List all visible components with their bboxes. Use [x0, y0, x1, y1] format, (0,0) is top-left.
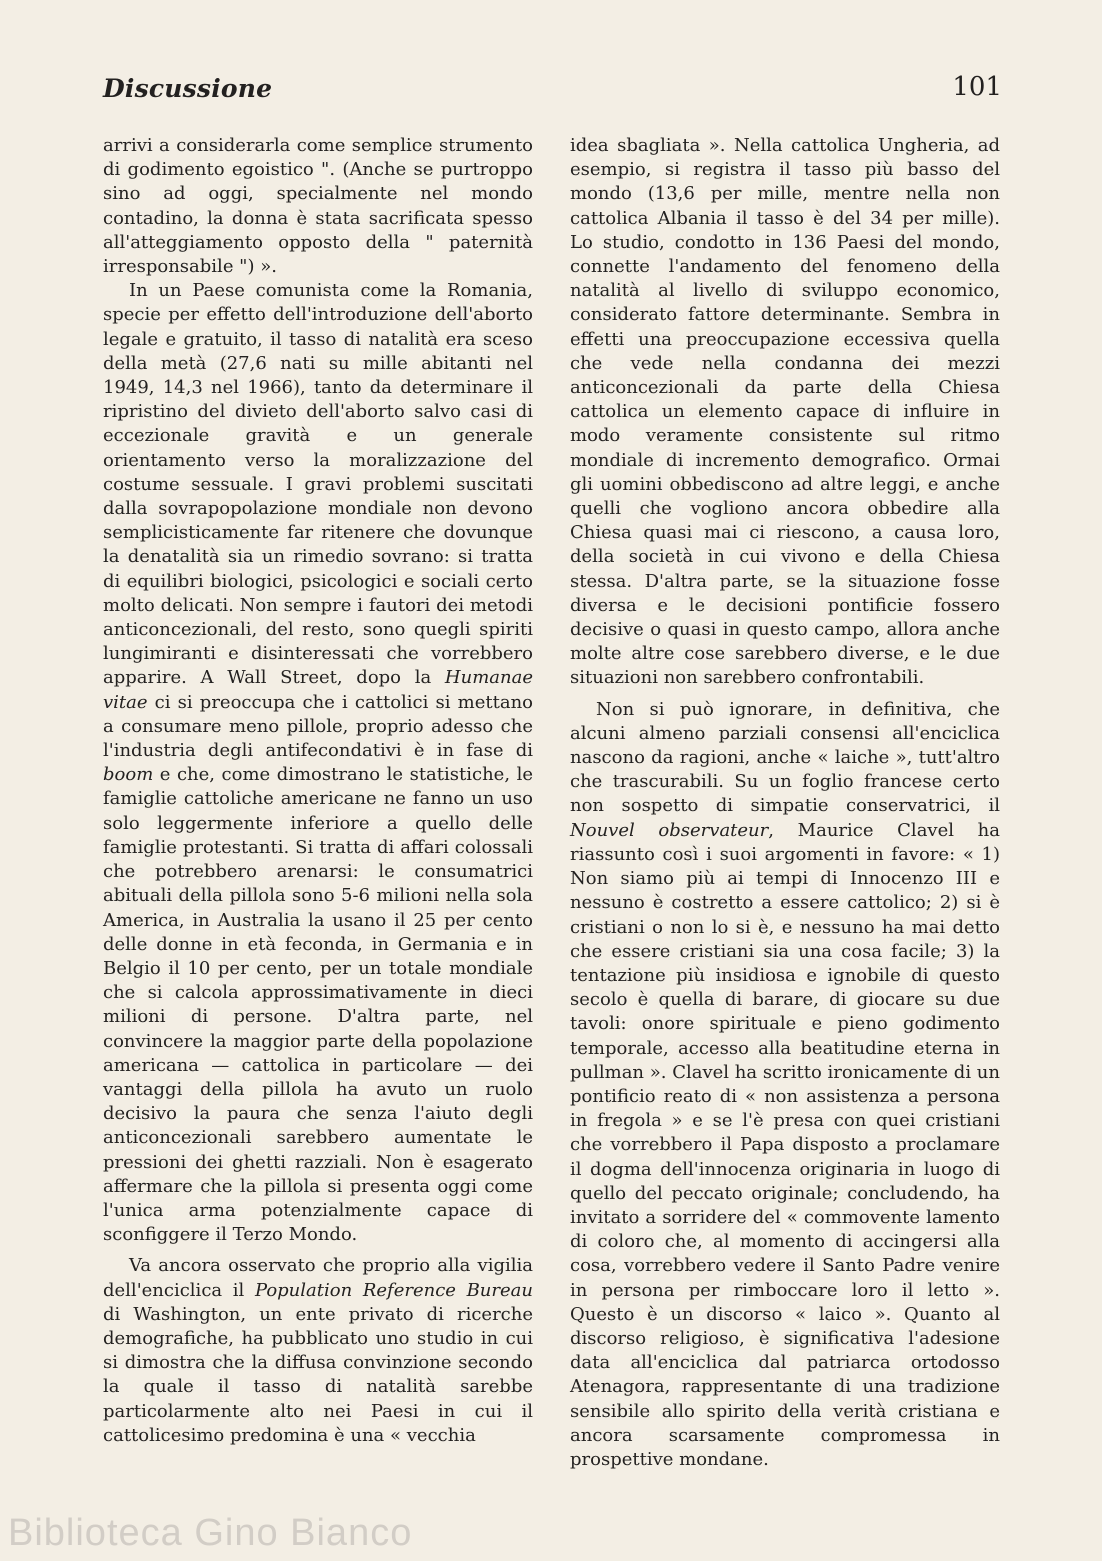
library-watermark: Biblioteca Gino Bianco — [8, 1512, 413, 1554]
left-column — [103, 134, 533, 1448]
italic-term: boom — [103, 764, 154, 786]
text-run: ci si preoccupa che i cattolici si mettano a consumare meno pillole, proprio adesso che l'industria degli antifecondativi è in fase di — [103, 691, 533, 762]
page-number: 101 — [952, 72, 1002, 102]
italic-title: Nouvel observateur — [570, 819, 769, 841]
paragraph — [103, 279, 533, 1247]
italic-title: Humanae vitae — [103, 667, 533, 713]
text-run: In un Paese comunista come la Romania, specie per effetto dell'introduzione dell'aborto legale e gratuito, il tasso di natalità era sceso della metà (27,6 nati su mille abitanti nel 1949, 14,3 nel 1966), tanto da determinare il ripristino del divieto dell'aborto salvo casi di eccezionale gravità e un generale orientamento verso la moralizzazione del costume sessuale. I gravi problemi suscitati dalla sovrapopolazione mondiale non devono semplicisticamente far ritenere che dovunque la denatalità sia un rimedio sovrano: si tratta di equilibri biologici, psicologici e sociali certo molto delicati. Non sempre i fautori dei metodi anticoncezionali, del resto, sono quegli spiriti lungimiranti e disinteressati che vorrebbero apparire. A Wall Street, dopo la — [103, 280, 533, 689]
text-run: e che, come dimostrano le statistiche, le famiglie cattoliche americane ne fanno un uso solo leggermente inferiore a quello delle famiglie protestanti. Si tratta di affari colossali che potrebbero arenarsi: le consumatrici abituali della pillola sono 5-6 milioni nella sola America, in Australia la usano il 25 per cento delle donne in età feconda, in Germania e in Belgio il 10 per cento, per un totale mondiale che si calcola approssimativamente in dieci milioni di persone. D'altra parte, nel convincere la maggior parte della popolazione americana — cattolica in particolare — dei vantaggi della pillola ha avuto un ruolo decisivo la paura che senza l'aiuto degli anticoncezionali sarebbero aumentate le pressioni dei ghetti razziali. Non è esagerato affermare che la pillola si presenta oggi come l'unica arma potenzialmente capace di sconfiggere il Terzo Mondo. — [103, 764, 533, 1246]
right-column — [570, 134, 1000, 1472]
text-run: di Washington, un ente privato di ricerche demografiche, ha pubblicato uno studio in cui si dimostra che la diffusa convinzione secondo la quale il tasso di natalità sarebbe particolarmente alto nei Paesi in cui il cattolicesimo predomina è una « vecchia — [103, 1303, 533, 1446]
text-run: Non si può ignorare, in definitiva, che alcuni almeno parziali consensi all'enciclica nascono da ragioni, anche « laiche », tutt'altro che trascurabili. Su un foglio francese certo non sospetto di simpatie conservatrici, il — [570, 698, 1000, 817]
paragraph: arrivi a considerarla come semplice strumento di godimento egoistico ". (Anche se purtroppo sino ad oggi, specialmente nel mondo contadino, la donna è stata sacrificata spesso all'atteggiamento opposto della " paternità irresponsabile ") ». — [103, 135, 533, 278]
italic-title: Population Reference Bureau — [254, 1279, 533, 1301]
running-head: Discussione — [103, 74, 273, 103]
text-run: Va ancora osservato che proprio alla vigilia dell'enciclica il — [103, 1255, 533, 1301]
paragraph — [103, 1254, 533, 1448]
paragraph — [570, 698, 1000, 1473]
paragraph: idea sbagliata ». Nella cattolica Ungheria, ad esempio, si registra il tasso più basso del mondo (13,6 per mille, mentre nella non cattolica Albania il tasso è del 34 per mille). Lo studio, condotto in 136 Paesi del mondo, connette l'andamento del fenomeno della natalità al livello di sviluppo economico, considerato fattore determinante. Sembra in effetti una preoccupazione eccessiva quella che vede nella condanna dei mezzi anticoncezionali da parte della Chiesa cattolica un elemento capace di influire in modo veramente consistente sul ritmo mondiale di incremento demografico. Ormai gli uomini obbediscono ad altre leggi, e anche quelli che vogliono ancora obbedire alla Chiesa quasi mai ci riescono, a causa loro, della società in cui vivono e della Chiesa stessa. D'altra parte, se la situazione fosse diversa e le decisioni pontificie fossero decisive o quasi in questo campo, allora anche molte altre cose sarebbero diverse, e le due situazioni non sarebbero confrontabili. — [570, 135, 1000, 689]
text-run: , Maurice Clavel ha riassunto così i suoi argomenti in favore: « 1) Non siamo più ai tempi di Innocenzo III e nessuno è costretto a essere cattolico; 2) si è cristiani o non lo si è, e nessuno ha mai detto che essere cristiani sia una cosa facile; 3) la tentazione più insidiosa e ignobile di questo secolo è quella di barare, di giocare su due tavoli: onore spirituale e pieno godimento temporale, accesso alla beatitudine eterna in pullman ». Clavel ha scritto ironicamente di un pontificio reato di « non assistenza a persona in fregola » e se l'è presa con quei cristiani che vorrebbero il Papa disposto a proclamare il dogma dell'innocenza originaria in luogo di quello del peccato originale; concludendo, ha invitato a sorridere del « commovente lamento di coloro che, al momento di accingersi alla cosa, vorrebbero vedere il Santo Padre venire in persona per rimboccare loro il letto ». Questo è un discorso « laico ». Quanto al discorso religioso, è significativa l'adesione data all'enciclica dal patriarca ortodosso Atenagora, rappresentante di una tradizione sensibile allo spirito della verità cristiana e ancora scarsamente compromessa in prospettive mondane. — [570, 819, 1000, 1470]
